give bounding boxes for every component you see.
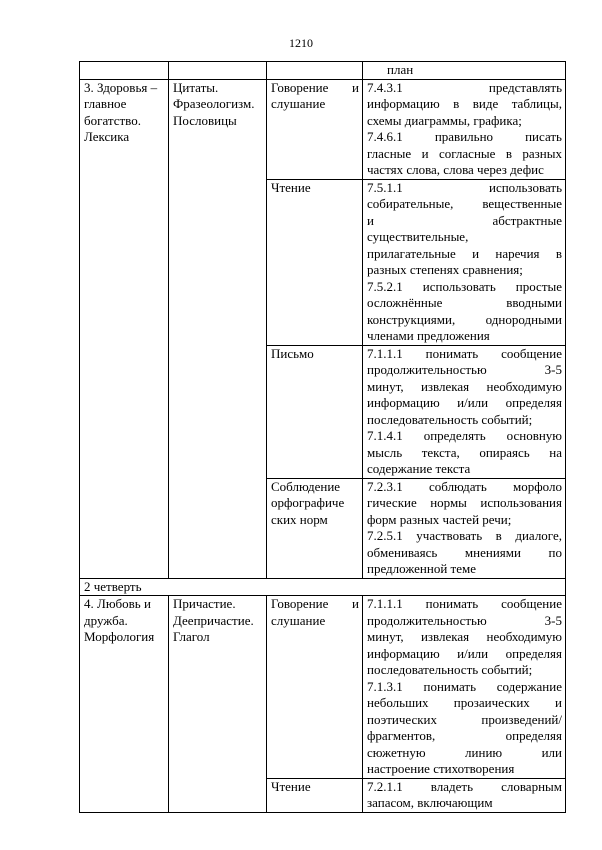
table-row [80,596,566,779]
goal-line: настроение стихотворения [367,761,515,776]
goal-line: 7.1.3.1 понимать содержание [367,678,562,694]
skill-line: Говорение и [271,79,359,95]
skill-line: слушание [271,612,326,628]
skill-line: Соблюдение [271,478,341,494]
goal-line: информацию в виде таблицы, [367,96,562,111]
topic-line: Морфология [84,629,155,644]
topic-cell [80,596,169,813]
goal-line: план [387,62,414,77]
goal-line: и абстрактные [367,212,562,228]
goal-line: минут, извлекая необходимую [367,629,562,644]
goal-line: гические нормы использования [367,495,562,510]
skill-line: Чтение [271,179,311,195]
goal-line: схемы диаграммы, графика; [367,112,522,128]
learning-goal [367,428,562,478]
goal-line: обмениваясь мнениями по [367,544,562,560]
goals-cell [363,179,566,345]
goal-line: 7.4.6.1 правильно писать [367,129,562,144]
empty-cell [80,62,169,80]
skill-line: Чтение [271,778,311,794]
goal-line: конструкциями, однородными [367,311,562,327]
goal-line: прилагательные и наречия в [367,245,562,261]
skill-line: орфографиче [271,495,345,510]
learning-goal [367,528,562,578]
content-line: Фразеологизм. [173,96,255,111]
goal-line: собирательные, вещественные [367,196,562,211]
topic-cell [80,79,169,578]
goal-line: существительные, [367,229,469,244]
goals-cell [363,478,566,578]
goal-line: гласные и согласные в разных [367,145,562,161]
goals-cell [363,79,566,179]
learning-goal [367,129,562,179]
goal-line: 7.1.1.1 понимать сообщение [367,596,562,611]
goal-line: 7.1.4.1 определять основную [367,428,562,443]
content-cell [169,79,267,578]
goal-line: информацию и/или определяя [367,645,562,661]
goal-line: мысль текста, опираясь на [367,444,562,460]
skill-cell [267,179,363,345]
goals-cell [363,345,566,478]
quarter-cell: 2 четверть [80,578,566,596]
content-line: Пословицы [173,112,237,128]
goal-line: информацию и/или определяя [367,395,562,410]
goal-line: разных степенях сравнения; [367,262,523,277]
learning-goal [367,779,562,812]
skill-cell [267,345,363,478]
topic-line: богатство. [84,112,141,128]
goal-line: поэтических произведений/ [367,711,562,727]
goal-line: содержание текста [367,461,471,476]
goal-line: 7.4.3.1 представлять [367,79,562,95]
skill-cell [267,778,363,812]
quarter-row [80,578,566,596]
goal-line: фрагментов, определяя [367,728,562,743]
learning-goal [367,679,562,778]
topic-line: 3. Здоровья – [84,79,158,95]
goal-line: форм разных частей речи; [367,511,512,527]
goals-cell [363,778,566,812]
topic-line: главное [84,96,127,111]
skill-cell [267,596,363,779]
goal-line: 7.2.1.1 владеть словарным [367,778,562,794]
goal-line: частях слова, слова через дефис [367,162,544,177]
goal-line: последовательность событий; [367,662,533,677]
table-row [80,62,566,80]
table-row [80,79,566,179]
goals-cell [363,62,566,80]
skill-line: Говорение и [271,596,359,611]
goal-line: 7.5.2.1 использовать простые [367,278,562,294]
skill-cell [267,478,363,578]
skill-line: Письмо [271,345,314,361]
content-cell [169,596,267,813]
learning-goal [367,180,562,279]
goal-line: небольших прозаических и [367,695,562,710]
goal-line: членами предложения [367,328,490,343]
goals-cell [363,596,566,779]
learning-goal [367,279,562,345]
learning-goal [367,479,562,529]
skill-line: слушание [271,96,326,111]
empty-cell [267,62,363,80]
empty-cell [169,62,267,80]
skill-cell [267,79,363,179]
goal-line: осложнённые вводными [367,295,562,310]
goal-line: 7.2.3.1 соблюдать морфоло [367,478,562,494]
content-line: Деепричастие. [173,612,254,628]
goal-line: 7.5.1.1 использовать [367,179,562,195]
goal-line: продолжительностью 3-5 [367,362,562,377]
goal-line: сюжетную линию или [367,744,562,760]
goal-line: предложенной теме [367,561,476,576]
goal-line: 7.1.1.1 понимать сообщение [367,345,562,361]
topic-line: дружба. [84,612,128,628]
skill-line: ских норм [271,511,328,527]
topic-line: Лексика [84,129,130,144]
curriculum-table [79,61,566,813]
page-number: 1210 [289,36,313,50]
learning-goal [367,346,562,429]
content-line: Цитаты. [173,79,219,95]
goal-line: запасом, включающим [367,795,493,810]
learning-goal [367,80,562,130]
content-line: Причастие. [173,596,236,611]
content-line: Глагол [173,629,210,644]
goal-line: минут, извлекая необходимую [367,378,562,394]
goal-line: последовательность событий; [367,411,533,427]
goal-line: продолжительностью 3-5 [367,612,562,628]
goal-line: 7.2.5.1 участвовать в диалоге, [367,528,562,543]
learning-goal [367,596,562,679]
topic-line: 4. Любовь и [84,596,151,611]
